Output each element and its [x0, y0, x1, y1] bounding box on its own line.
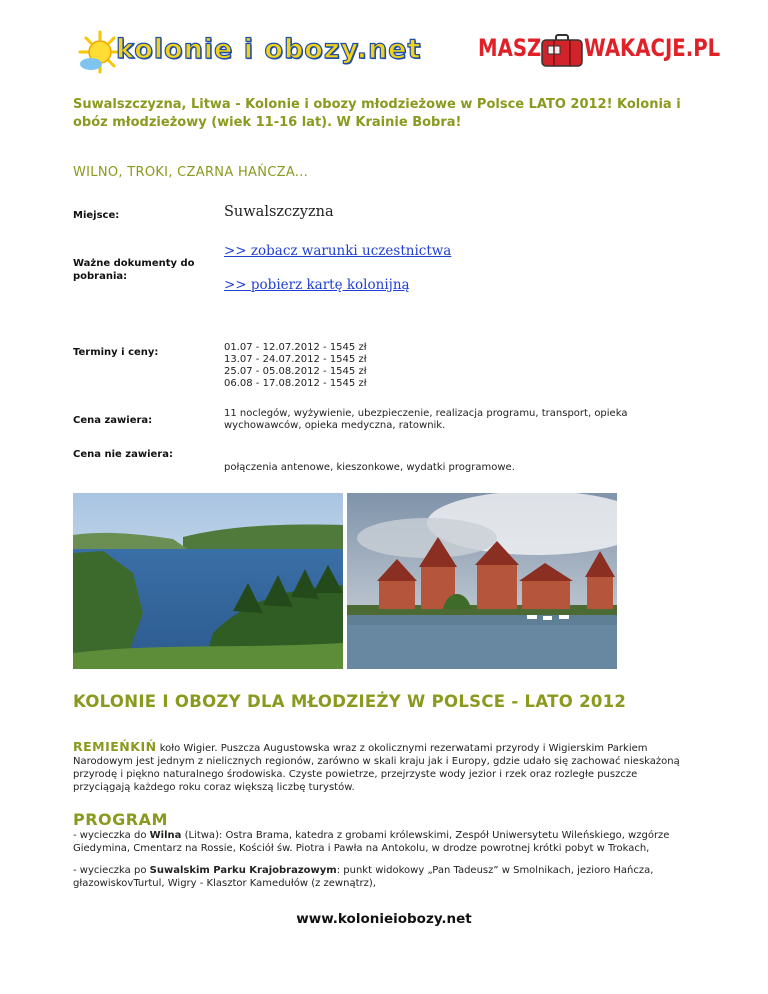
- logo-wakacje-text: WAKACJE.PL: [584, 34, 721, 62]
- castle-photo: [347, 493, 617, 669]
- program-item: [73, 864, 695, 890]
- maszwakacje-logo[interactable]: [478, 32, 721, 72]
- program-heading: PROGRAM: [73, 810, 168, 829]
- program-item-prefix: - wycieczka do: [73, 830, 150, 841]
- termin-row: 01.07 - 12.07.2012 - 1545 zł: [224, 342, 367, 353]
- page-subtitle: WILNO, TROKI, CZARNA HAŃCZA...: [73, 165, 309, 180]
- dokumenty-label: Ważne dokumenty do pobrania:: [73, 258, 195, 282]
- termin-row: 13.07 - 24.07.2012 - 1545 zł: [224, 354, 367, 365]
- cena-nie-zawiera-label: Cena nie zawiera:: [73, 449, 173, 460]
- intro-text: koło Wigier. Puszcza Augustowska wraz z okolicznymi rezerwatami przyrody i Wigierskim Parkiem Narodowym jest jednym z nielicznych regionów, zarówno w skali kraju jak i Europy, gdzie udało się zachować nieskażoną przyrodę i piękno naturalnego środowiska. Czyste powietrze, przejrzyste wody jezior i rzek oraz rozległe puszcze przyciągają każdego roku coraz większą liczbę turystów.: [73, 743, 680, 793]
- termin-row: 06.08 - 17.08.2012 - 1545 zł: [224, 378, 367, 389]
- terminy-label: Terminy i ceny:: [73, 347, 159, 358]
- page-title: Suwalszczyzna, Litwa - Kolonie i obozy młodzieżowe w Polsce LATO 2012! Kolonia i obóz młodzieżowy (wiek 11-16 lat). W Krainie Bobra!: [73, 97, 681, 130]
- cena-zawiera-label: Cena zawiera:: [73, 415, 153, 426]
- miejsce-label: Miejsce:: [73, 210, 120, 221]
- program-item-place: Wilna: [149, 830, 182, 841]
- program-item-text: : punkt widokowy „Pan Tadeusz” w Smolnikach, jezioro Hańcza, głazowiskovTurtul, Wigry - Klasztor Kamedułów (z zewnątrz),: [73, 865, 654, 889]
- termin-row: 25.07 - 05.08.2012 - 1545 zł: [224, 366, 367, 377]
- program-item-text: (Litwa): Ostra Brama, katedra z grobami królewskimi, Zespół Uniwersytetu Wileńskiego, wzgórze Giedymina, Cmentarz na Rossie, Kościół św. Piotra i Pawła na Antokolu, w drodze powrotnej krótki pobyt w Trokach,: [73, 830, 670, 854]
- kolonie-logo-text: kolonie i obozy.net: [116, 34, 422, 65]
- trakai-castle-image: [347, 493, 617, 669]
- footer-url[interactable]: www.kolonieiobozy.net: [296, 911, 472, 927]
- cena-zawiera-value: 11 noclegów, wyżywienie, ubezpieczenie, realizacja programu, transport, opieka wychowawców, opieka medyczna, ratownik.: [224, 408, 628, 431]
- lake-landscape-image: [73, 493, 343, 669]
- kolonie-logo[interactable]: [78, 30, 438, 76]
- warunki-link[interactable]: >> zobacz warunki uczestnictwa: [224, 243, 452, 259]
- karta-kolonijna-link[interactable]: >> pobierz kartę kolonijną: [224, 277, 410, 293]
- program-item-prefix: - wycieczka po: [73, 865, 150, 876]
- section-heading: KOLONIE I OBOZY DLA MŁODZIEŻY W POLSCE - LATO 2012: [73, 692, 627, 711]
- cena-nie-zawiera-value: połączenia antenowe, kieszonkowe, wydatki programowe.: [224, 462, 515, 473]
- lake-photo: [73, 493, 343, 669]
- program-item: [73, 829, 695, 855]
- intro-lead: REMIEŃKIŃ: [73, 739, 157, 754]
- intro-paragraph: [73, 740, 695, 794]
- logo-masz-text: MASZ: [478, 34, 542, 62]
- program-item-place: Suwalskim Parku Krajobrazowym: [149, 865, 337, 876]
- suitcase-icon: [540, 34, 584, 68]
- miejsce-value: Suwalszczyzna: [224, 204, 334, 220]
